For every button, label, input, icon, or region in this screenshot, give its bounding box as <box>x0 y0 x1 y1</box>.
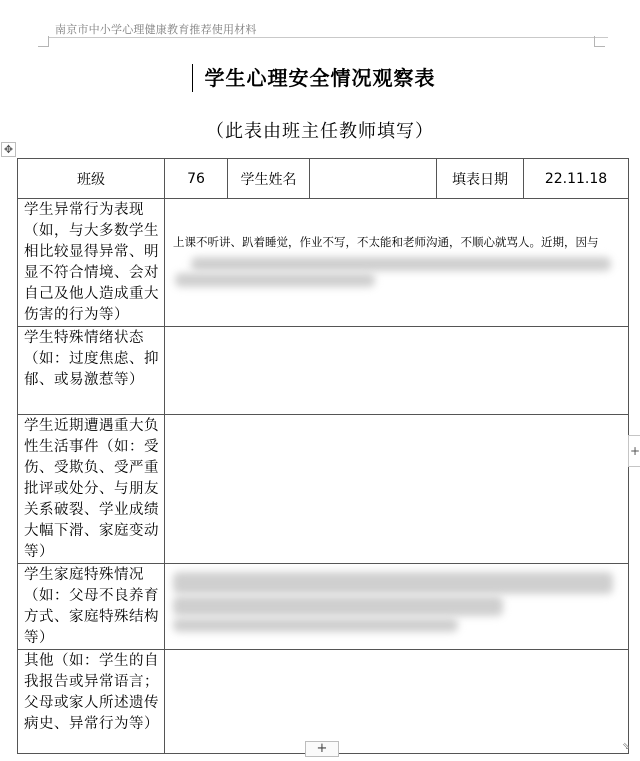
abnormal-behavior-content[interactable] <box>165 199 629 327</box>
student-name-value[interactable] <box>310 159 437 199</box>
family-situation-label: 学生家庭特殊情况（如：父母不良养育方式、家庭特殊结构等） <box>18 564 165 650</box>
redacted-text <box>173 572 613 594</box>
margin-corner-mark <box>38 36 49 47</box>
redacted-text <box>173 618 458 632</box>
table-move-handle-icon[interactable]: ✥ <box>1 142 16 157</box>
student-name-label: 学生姓名 <box>228 159 310 199</box>
observation-table <box>17 158 629 754</box>
other-content[interactable] <box>165 650 629 754</box>
form-title: 学生心理安全情况观察表 <box>204 66 436 90</box>
document-header: 南京市中小学心理健康教育推荐使用材料 <box>55 23 257 36</box>
special-emotion-content[interactable] <box>165 327 629 415</box>
class-value[interactable]: 76 <box>165 159 228 199</box>
redacted-text <box>173 596 503 616</box>
special-emotion-label: 学生特殊情绪状态（如：过度焦虑、抑郁、或易激惹等） <box>18 327 165 415</box>
negative-events-content[interactable] <box>165 415 629 564</box>
abnormal-behavior-label: 学生异常行为表现（如，与大多数学生相比较显得异常、明显不符合情境、会对自己及他人造成重大伤害的行为等） <box>18 199 165 327</box>
class-label: 班级 <box>18 159 165 199</box>
margin-corner-mark <box>594 36 605 47</box>
abnormal-behavior-text: 上课不听讲、趴着睡觉，作业不写，不太能和老师沟通，不顺心就骂人。近期，因与 <box>173 235 599 249</box>
fill-date-label: 填表日期 <box>437 159 524 199</box>
table-resize-icon[interactable]: ⇘ <box>622 741 631 752</box>
fill-date-value[interactable]: 22.11.18 <box>524 159 629 199</box>
header-divider <box>48 37 608 38</box>
form-subtitle: （此表由班主任教师填写） <box>206 121 434 142</box>
negative-events-label: 学生近期遭遇重大负性生活事件（如：受伤、受欺负、受严重批评或处分、与朋友关系破裂、学业成绩大幅下滑、家庭变动等） <box>18 415 165 564</box>
redacted-text <box>175 273 375 287</box>
table-side-add-icon[interactable]: + <box>628 435 640 467</box>
family-situation-content[interactable] <box>165 564 629 650</box>
redacted-text <box>191 257 611 271</box>
add-row-button[interactable]: + <box>305 741 339 757</box>
other-label: 其他（如：学生的自我报告或异常语言；父母或家人所述遗传病史、异常行为等） <box>18 650 165 754</box>
